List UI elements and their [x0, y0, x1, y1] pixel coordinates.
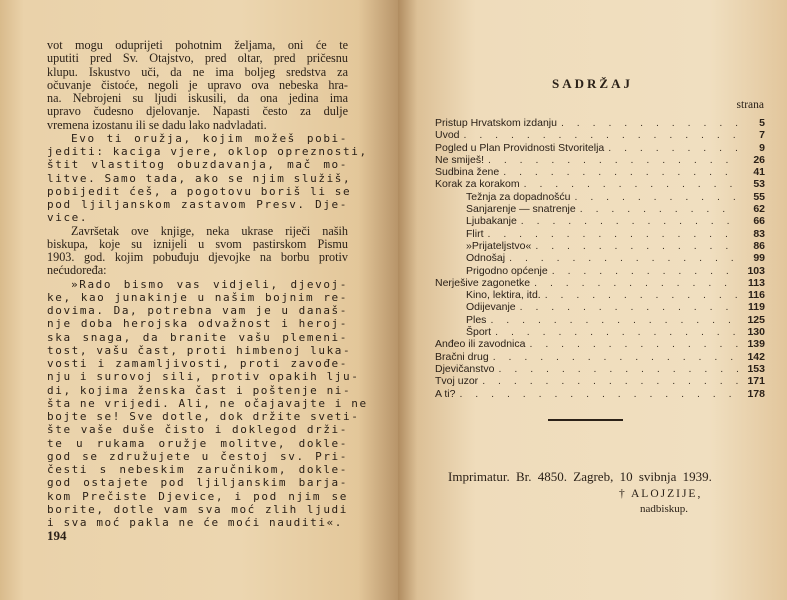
text-line: očuvanje čistoće, negoli je upravo ova nebeska hra- — [47, 77, 348, 92]
body-text — [47, 38, 368, 529]
text-line: di, kojima ženska čast i poštenje ni- — [47, 383, 352, 397]
toc-entry-page: 142 — [747, 350, 765, 363]
text-line: bojte se! Sve dotle, dok držite sveti- — [47, 410, 360, 423]
toc-entry — [435, 228, 765, 240]
toc-entry — [435, 154, 765, 166]
dot-leader — [499, 363, 739, 375]
toc-entry — [435, 166, 765, 178]
page-column-label: strana — [736, 99, 764, 111]
text-line: šta ne vrijedi. Ali, ne očajavajte i ne — [47, 396, 368, 410]
text-line: štit vlastitog obuzdavanja, mač mo- — [47, 158, 348, 172]
imprimatur: Imprimatur. Br. 4850. Zagreb, 10 svibnja 1939. — [448, 469, 712, 484]
toc-entry — [435, 117, 765, 129]
dot-leader — [503, 166, 739, 178]
toc-entry-page: 171 — [747, 375, 765, 388]
toc-entry-page: 26 — [753, 153, 765, 166]
toc-entry — [435, 142, 765, 154]
toc-entry-title: Bračni drug — [435, 350, 489, 363]
dot-leader — [464, 129, 739, 141]
text-line: nju i surovoj sili, protiv opakih lju- — [47, 370, 360, 384]
dot-leader — [521, 215, 739, 227]
toc-entry-title: Ljubakanje — [466, 215, 517, 228]
toc-entry-page: 53 — [753, 178, 765, 191]
toc-entry — [435, 375, 765, 387]
signature: † ALOJZIJE, — [619, 488, 703, 500]
contents-title: SADRŽAJ — [552, 76, 633, 91]
text-line: pod ljiljanskom zastavom Presv. Dje- — [47, 198, 348, 211]
dot-leader — [552, 265, 739, 277]
toc-entry — [435, 388, 765, 400]
text-line: god se združujete u čestoj sv. Pri- — [47, 449, 348, 463]
dot-leader — [509, 252, 739, 264]
toc-entry — [435, 301, 765, 313]
toc-entry-title: Šport — [466, 326, 492, 339]
text-line: pobijedit ćeš, a pogotovu boriš li se — [47, 184, 352, 198]
text-line: upravo čudesno djelovanje. Napasti često za dulje — [47, 104, 348, 119]
toc-entry-title: Nerješive zagonetke — [435, 276, 531, 289]
text-line: vremena izostanu ili se dadu lako nadvladati. — [47, 117, 267, 132]
toc-entry-title: Prigodno općenje — [466, 264, 548, 277]
toc-entry-title: Djevičanstvo — [435, 362, 495, 375]
toc-entry-page: 103 — [747, 264, 765, 277]
text-line: Završetak ove knjige, neka ukrase riječi naših — [71, 223, 348, 238]
toc-entry-page: 130 — [747, 326, 765, 339]
right-page — [398, 0, 787, 600]
toc-entry-page: 83 — [753, 227, 765, 240]
toc-entry — [435, 277, 765, 289]
dot-leader — [545, 289, 739, 301]
toc-entry-title: Flirt — [466, 227, 484, 240]
text-line: ska snaga, da branite vašu plemeni- — [47, 330, 348, 344]
text-line: tost, vašu čast, proti himbenoj luka- — [47, 343, 352, 357]
toc-entry — [435, 252, 765, 264]
toc-entry-title: Ples — [466, 313, 487, 326]
dot-leader — [459, 388, 739, 400]
toc-entry-title: Uvod — [435, 129, 460, 142]
text-line: »Rado bismo vas vidjeli, djevoj- — [71, 277, 348, 291]
dot-leader — [529, 338, 739, 350]
toc-entry — [435, 191, 765, 203]
toc-entry-page: 116 — [748, 289, 765, 302]
toc-entry — [435, 314, 765, 326]
text-line: vice. — [47, 211, 89, 225]
dot-leader — [488, 154, 739, 166]
text-line: klupu. Iskustvo uči, da ne ima boljeg sredstva za — [47, 64, 348, 79]
text-line: god ostajete pod ljiljanskim barja- — [47, 476, 348, 490]
text-line: ke, kao junakinje u našim bojnim re- — [47, 290, 348, 304]
signature-title: nadbiskup. — [640, 503, 688, 515]
text-line: borite, dotle vam sva moć zlih ljudi — [47, 502, 348, 516]
text-line: česti s nebeskim zaručnikom, dokle- — [47, 463, 348, 476]
toc-entry-page: 41 — [753, 166, 765, 179]
toc-entry-page: 125 — [747, 313, 765, 326]
dot-leader — [608, 142, 739, 154]
text-line: kom Prečiste Djevice, i pod njim se — [47, 489, 348, 503]
text-line: nećudoređa: — [47, 263, 107, 278]
text-line: biskupa, koje su iznijeli u svom pastirskom Pismu — [47, 236, 348, 251]
toc-entry-page: 113 — [748, 276, 765, 289]
toc-entry-title: Težnja za dopadnošću — [466, 190, 571, 203]
toc-entry-page: 7 — [759, 129, 765, 142]
toc-entry-title: Kino, lektira, itd. — [466, 289, 541, 302]
text-line: i sva moć pakla ne će moći nauditi«. — [47, 516, 344, 529]
toc-entry-title: »Prijateljstvo« — [466, 239, 532, 252]
toc-entry — [435, 265, 765, 277]
toc-entry-page: 66 — [753, 215, 765, 228]
table-of-contents — [435, 117, 765, 400]
dot-leader — [534, 277, 739, 289]
text-line: na. Nebrojeni su ljudi iskusili, da ona jedina ima — [47, 91, 348, 105]
toc-entry — [435, 178, 765, 190]
toc-entry-title: Pristup Hrvatskom izdanju — [435, 117, 557, 129]
toc-entry-title: A ti? — [435, 387, 456, 400]
dot-leader — [495, 326, 739, 338]
toc-entry — [435, 215, 765, 227]
toc-entry-title: Ne smiješ! — [435, 153, 485, 166]
dot-leader — [561, 117, 739, 129]
toc-entry — [435, 203, 765, 215]
toc-entry — [435, 326, 765, 338]
toc-entry-title: Sudbina žene — [435, 166, 500, 179]
toc-entry — [435, 129, 765, 141]
toc-entry-page: 119 — [748, 301, 765, 314]
dot-leader — [488, 228, 740, 240]
divider — [548, 419, 623, 421]
toc-entry-title: Odnošaj — [466, 252, 506, 265]
toc-entry — [435, 363, 765, 375]
dot-leader — [493, 351, 739, 363]
toc-entry-title: Pogled u Plan Providnosti Stvoritelja — [435, 141, 605, 154]
toc-entry-page: 99 — [753, 252, 765, 265]
page-number: 194 — [47, 528, 67, 543]
toc-entry-title: Sanjarenje — snatrenje — [466, 203, 576, 216]
toc-entry-title: Odijevanje — [466, 301, 516, 314]
text-line: 1903. god. kojim pobuđuju djevojke na borbu protiv — [47, 250, 348, 264]
dot-leader — [575, 191, 740, 203]
toc-entry-page: 5 — [759, 117, 765, 129]
toc-entry-page: 9 — [759, 141, 765, 154]
text-line: šte vaše duše čisto i doklegod drži- — [47, 423, 348, 437]
text-line: uputiti pred Sv. Otajstvo, pred oltar, pred pričesnu — [47, 51, 348, 66]
toc-entry-page: 153 — [747, 362, 765, 375]
text-line: Evo ti oružja, kojim možeš pobi- — [71, 131, 348, 145]
toc-entry-page: 62 — [753, 203, 765, 216]
toc-entry-title: Anđeo ili zavodnica — [435, 338, 526, 351]
toc-entry-title: Korak za korakom — [435, 178, 520, 191]
text-line: nje doba herojska odvažnost i heroj- — [47, 317, 348, 331]
text-line: te u rukama oružje molitve, dokle- — [47, 436, 348, 450]
dot-leader — [482, 375, 739, 387]
dot-leader — [520, 301, 739, 313]
toc-entry — [435, 240, 765, 252]
dot-leader — [490, 314, 739, 326]
text-line: dovima. Da, potrebna vam je u današ- — [47, 304, 348, 317]
dot-leader — [580, 203, 739, 215]
dot-leader — [524, 178, 739, 190]
text-line: jediti: kaciga vjere, oklop opreznosti, — [47, 145, 368, 158]
toc-entry-page: 178 — [747, 387, 765, 400]
toc-entry-title: Tvoj uzor — [435, 375, 479, 388]
toc-entry-page: 139 — [747, 338, 765, 351]
text-line: vosti i zamamljivosti, proti zavođe- — [47, 357, 348, 370]
toc-entry — [435, 351, 765, 363]
text-line: vot mogu oduprijeti pohotnim željama, oni će te — [47, 38, 348, 52]
toc-entry-page: 86 — [753, 239, 765, 252]
toc-entry — [435, 289, 765, 301]
dot-leader — [535, 240, 739, 252]
text-line: litve. Samo tada, ako se njim služiš, — [47, 171, 352, 185]
toc-entry — [435, 338, 765, 350]
toc-entry-page: 55 — [753, 190, 765, 203]
